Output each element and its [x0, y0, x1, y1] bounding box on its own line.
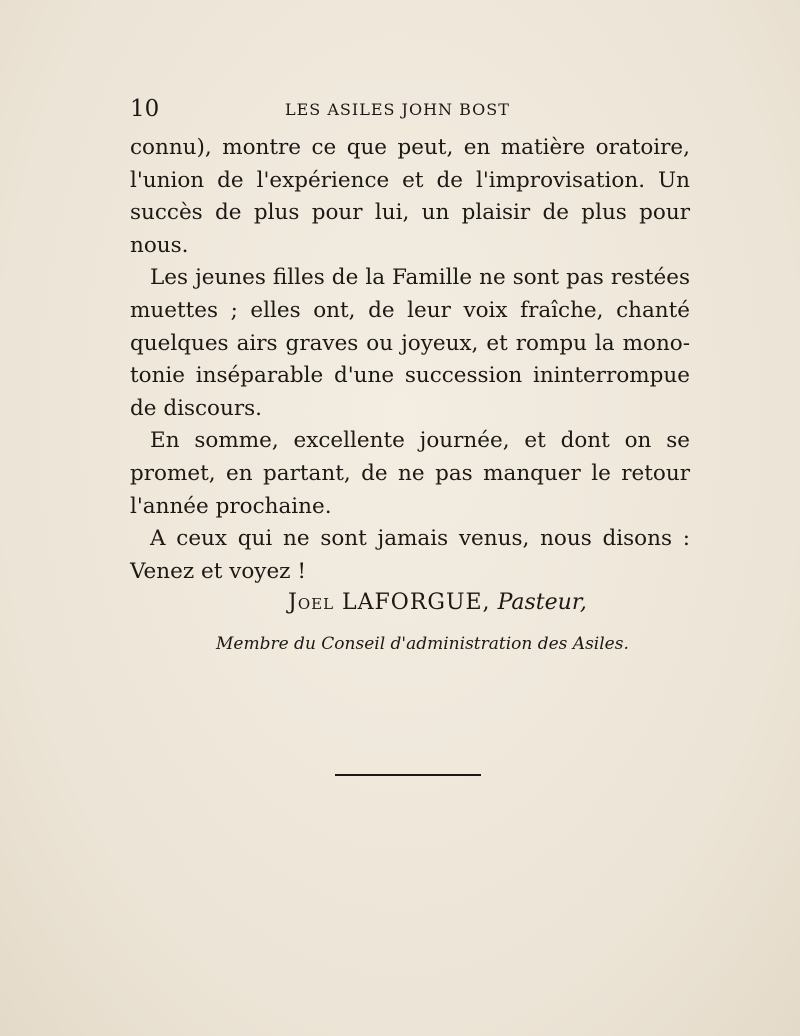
- text-line: l'union de l'expérience et de l'improvisation. Un: [130, 167, 690, 193]
- text-line: l'année prochaine.: [130, 493, 332, 519]
- text-line: tonie inséparable d'une succession ininterrompue: [130, 363, 690, 389]
- text-line: nous.: [130, 232, 189, 258]
- signature-name: Joel LAFORGUE,: [288, 590, 491, 615]
- closing-rule: [335, 774, 481, 776]
- signature-title: Pasteur,: [497, 590, 587, 615]
- text-line: Venez et voyez !: [130, 558, 306, 584]
- text-line: A ceux qui ne sont jamais venus, nous disons :: [150, 526, 690, 552]
- page-number: 10: [130, 96, 160, 122]
- text-line: muettes ; elles ont, de leur voix fraîche, chanté: [130, 297, 690, 323]
- body-text: [130, 132, 690, 588]
- text-line: promet, en partant, de ne pas manquer le retour: [130, 460, 690, 486]
- running-title: LES ASILES JOHN BOST: [285, 100, 510, 119]
- text-line: succès de plus pour lui, un plaisir de plus pour: [130, 200, 690, 226]
- signature: [288, 590, 587, 615]
- text-line: En somme, excellente journée, et dont on se: [150, 428, 690, 454]
- page-header: [130, 96, 690, 124]
- text-line: Les jeunes filles de la Famille ne sont pas restées: [150, 265, 690, 291]
- text-line: de discours.: [130, 395, 262, 421]
- text-line: quelques airs graves ou joyeux, et rompu la mono-: [130, 330, 690, 356]
- signature-affiliation: Membre du Conseil d'administration des Asiles.: [216, 634, 629, 654]
- text-line: connu), montre ce que peut, en matière oratoire,: [130, 135, 690, 160]
